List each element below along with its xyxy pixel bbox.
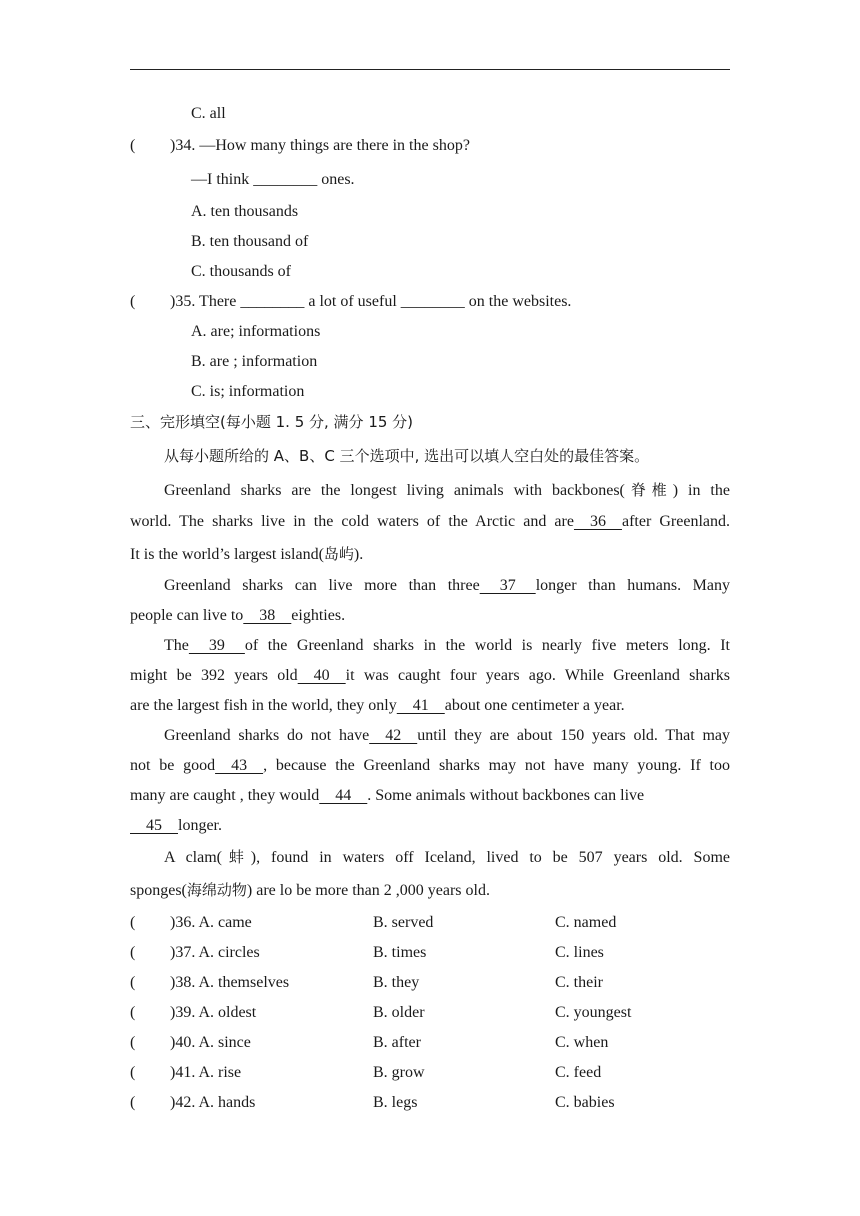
option-a: )41. A. rise: [170, 1064, 242, 1081]
passage-p1-line2: world. The sharks live in the cold waters of the Arctic and are 36 after Greenland.: [130, 513, 731, 530]
blank-43: 43: [215, 757, 264, 774]
answer-paren: (: [130, 293, 136, 310]
q33-option-c: C. all: [191, 105, 226, 122]
question-35-option-a: A. are; informations: [191, 323, 321, 340]
option-c: C. youngest: [555, 1004, 632, 1021]
section-heading: 三、完形填空(每小题 1. 5 分, 满分 15 分): [130, 413, 414, 431]
question-35-stem: )35. There ________ a lot of useful ________ on the websites.: [170, 293, 572, 310]
option-a: )36. A. came: [170, 914, 252, 931]
question-34-option-b: B. ten thousand of: [191, 233, 309, 250]
passage-p5-line1: A clam(蚌), found in waters off Iceland, lived to be 507 years old. Some: [164, 848, 731, 866]
option-b: B. legs: [373, 1094, 418, 1111]
blank-44: 44: [319, 787, 368, 804]
blank-40: 40: [297, 667, 346, 684]
option-c: C. named: [555, 914, 617, 931]
passage-p4-line2: not be good 43 , because the Greenland sharks may not have many young. If too: [130, 757, 730, 774]
passage-p3-line1: The 39 of the Greenland sharks in the world is nearly five meters long. It: [164, 637, 730, 654]
option-a: )37. A. circles: [170, 944, 260, 961]
passage-p4-line3: many are caught , they would 44 . Some animals without backbones can live: [130, 787, 645, 804]
option-c: C. lines: [555, 944, 604, 961]
question-34-stem: )34. —How many things are there in the shop?: [170, 137, 470, 154]
option-b: B. served: [373, 914, 434, 931]
question-34-option-c: C. thousands of: [191, 263, 291, 280]
answer-paren: (: [130, 1094, 136, 1111]
question-35-option-c: C. is; information: [191, 383, 305, 400]
passage-p2-line2: people can live to 38 eighties.: [130, 607, 346, 624]
passage-p4-line1: Greenland sharks do not have 42 until they are about 150 years old. That may: [164, 727, 730, 744]
option-c: C. babies: [555, 1094, 615, 1111]
question-35-option-b: B. are ; information: [191, 353, 318, 370]
blank-37: 37: [479, 577, 536, 594]
passage-p3-line2: might be 392 years old 40 it was caught four years ago. While Greenland sharks: [130, 667, 730, 684]
passage-p3-line3: are the largest fish in the world, they only 41 about one centimeter a year.: [130, 697, 625, 714]
blank: ________: [400, 293, 465, 310]
option-b: B. after: [373, 1034, 421, 1051]
question-34-option-a: A. ten thousands: [191, 203, 299, 220]
answer-paren: (: [130, 137, 136, 154]
option-c: C. feed: [555, 1064, 602, 1081]
passage-p4-line4: 45 longer.: [130, 817, 222, 834]
passage-p1-line1: Greenland sharks are the longest living animals with backbones(脊椎) in the: [164, 481, 730, 499]
blank-39: 39: [188, 637, 245, 654]
option-c: C. when: [555, 1034, 609, 1051]
option-a: )40. A. since: [170, 1034, 251, 1051]
answer-paren: (: [130, 944, 136, 961]
answer-paren: (: [130, 1064, 136, 1081]
blank-42: 42: [369, 727, 418, 744]
blank-36: 36: [573, 513, 622, 530]
passage-p2-line1: Greenland sharks can live more than three 37 longer than humans. Many: [164, 577, 730, 594]
answer-paren: (: [130, 1004, 136, 1021]
blank: ________: [253, 171, 318, 188]
answer-paren: (: [130, 914, 136, 931]
blank: ________: [240, 293, 305, 310]
blank-38: 38: [243, 607, 292, 624]
blank-45: 45: [130, 817, 178, 834]
option-b: B. grow: [373, 1064, 425, 1081]
option-a: )42. A. hands: [170, 1094, 256, 1111]
option-b: B. times: [373, 944, 427, 961]
passage-p5-line2: sponges(海绵动物) are lo be more than 2 ,000 years old.: [130, 881, 490, 899]
option-a: )38. A. themselves: [170, 974, 290, 991]
option-b: B. older: [373, 1004, 425, 1021]
answer-paren: (: [130, 1034, 136, 1051]
passage-p1-line3: It is the world’s largest island(岛屿).: [130, 545, 364, 563]
answer-paren: (: [130, 974, 136, 991]
question-34-reply: —I think ________ ones.: [191, 171, 355, 188]
option-c: C. their: [555, 974, 603, 991]
option-a: )39. A. oldest: [170, 1004, 257, 1021]
header-rule: [130, 69, 730, 70]
section-instruction: 从每小题所给的 A、B、C 三个选项中, 选出可以填人空白处的最佳答案。: [164, 447, 650, 465]
blank-41: 41: [396, 697, 445, 714]
option-b: B. they: [373, 974, 420, 991]
